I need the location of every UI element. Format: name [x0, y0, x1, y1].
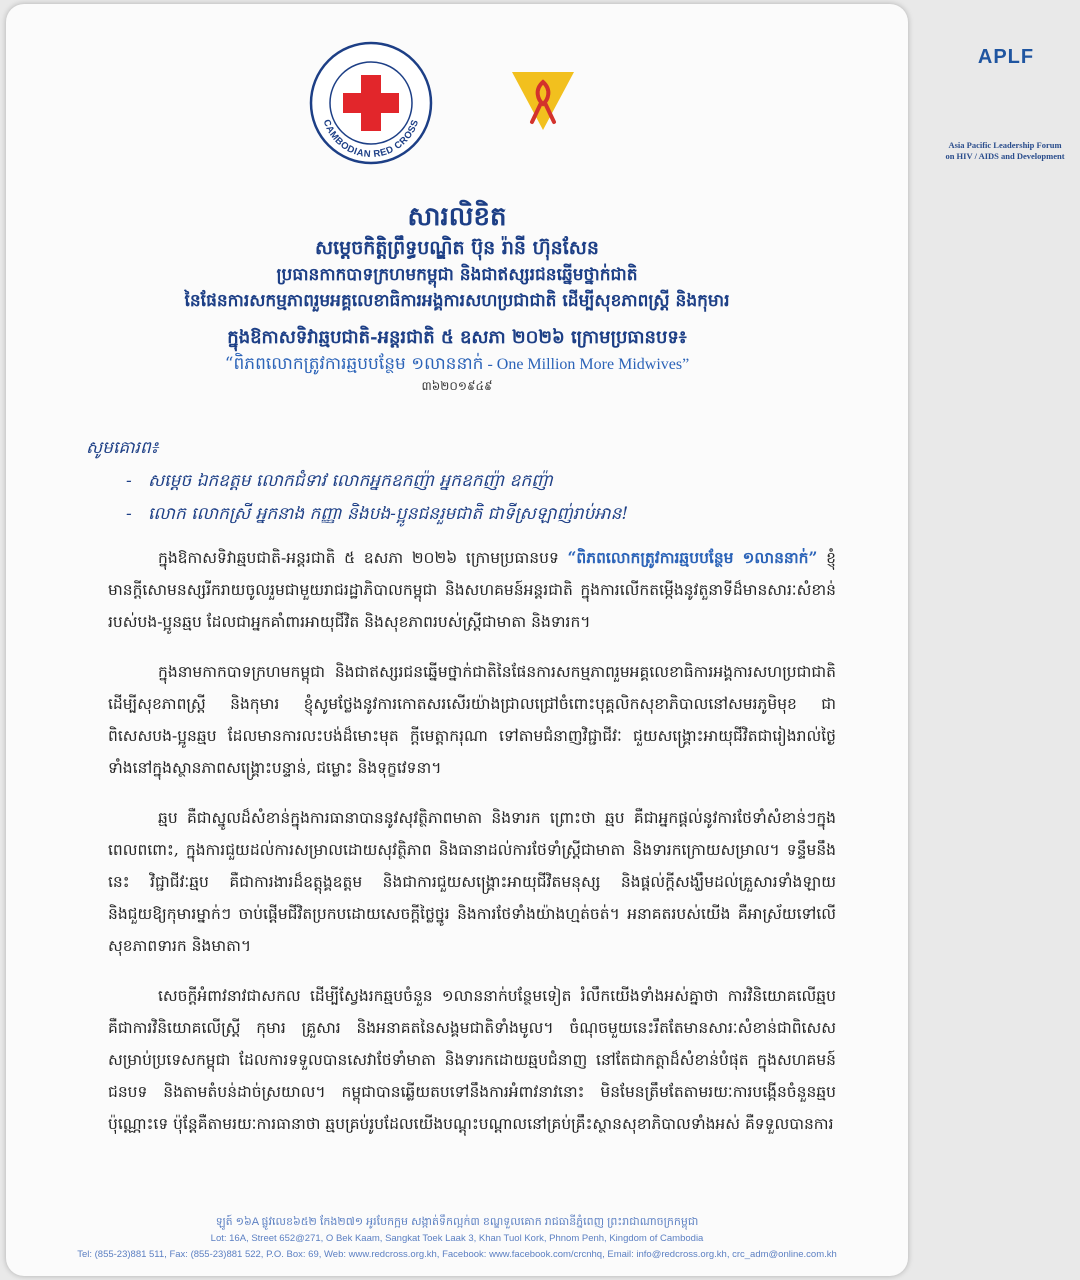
paragraph-3: ឆ្មប គឺជាស្នូលដ៏សំខាន់ក្នុងការធានាបាននូវសុវត្ថិភាពមាតា និងទារក ព្រោះថា ឆ្មប គឺជាអ្នកផ្តល់នូវការថែទាំសំខាន់ៗក្នុងពេលពពោះ, ក្នុងការជួយដល់ការសម្រាលដោយសុវត្ថិភាព និងធានាដល់ការថែទាំស្ត្រីជាមាតា និងទារកក្រោយសម្រាល។ ទន្ទឹមនឹងនេះ វិជ្ជាជីវៈឆ្មប គឺជាការងារដ៏ឧត្តុង្គឧត្តម និងជាការជួយសង្គ្រោះអាយុជីវិតមនុស្ស និងផ្តល់ក្តីសង្ឃឹមដល់គ្រួសារទាំងឡាយ និងជួយឱ្យកុមារម្នាក់ៗ ចាប់ផ្តើមជីវិតប្រកបដោយសេចក្តីថ្លៃថ្នូរ និងការថែទាំងយ៉ាងហ្មត់ចត់។ អនាគតរបស់យើង គឺអាស្រ័យទៅលើសុខភាពទារក និងមាតា។	[108, 809, 836, 955]
author-role-2: នៃផែនការសកម្មភាពរួមអគ្គលេខាធិការអង្គការសហប្រជាជាតិ ដើម្បីសុខភាពស្ត្រី និងកុមារ	[184, 291, 730, 311]
author-name: សម្តេចកិត្តិព្រឹទ្ធបណ្ឌិត ប៊ុន រ៉ានី ហ៊ុនសែន	[315, 237, 599, 259]
footer-address-english: Lot: 16A, Street 652@271, O Bek Kaam, Sangkat Toek Laak 3, Khan Tuol Kork, Phnom Penh, Kingdom of Cambodia	[210, 1233, 704, 1244]
greeting-item: - លោក លោកស្រី អ្នកនាង កញ្ញា និងបង-ប្អូនជនរួមជាតិ ជាទីស្រឡាញ់រាប់អាន!	[126, 498, 808, 531]
paragraph-2: ក្នុងនាមកាកបាទក្រហមកម្ពុជា និងជាឥស្សរជនឆ្នើមថ្នាក់ជាតិនៃផែនការសកម្មភាពរួមអគ្គលេខាធិការអង្គការសហប្រជាជាតិដើម្បីសុខភាពស្ត្រី និងកុមារ ខ្ញុំសូមថ្លែងនូវការកោតសរសើរយ៉ាងជ្រាលជ្រៅចំពោះបុគ្គលិកសុខាភិបាលនៅសមរភូមិមុខ ជាពិសេសបង-ប្អូនឆ្មប ដែលមានការលះបង់ដ៏មោះមុត ក្តីមេត្តាករុណា ទៅតាមជំនាញវិជ្ជាជីវៈ ជួយសង្គ្រោះអាយុជីវិតជារៀងរាល់ថ្ងៃ ទាំងនៅក្នុងស្ថានភាពសង្គ្រោះបន្ទាន់, ជម្លោះ និងទុក្ខវេទនា។	[108, 663, 836, 777]
letter-title: សារលិខិត	[407, 202, 507, 232]
footer-address-khmer: ឡូត៍ ១៦A ផ្លូវលេខ៦៥២ កែង២៧១ អូរបែកក្អម សង្កាត់ទឹកល្អក់៣ ខណ្ឌទួលគោក រាជធានីភ្នំពេញ ព្រះរាជាណាចក្រកម្ពុជា	[215, 1216, 699, 1228]
greeting-section	[86, 432, 808, 531]
aplf-ribbon-icon	[510, 70, 576, 134]
cambodian-red-cross-logo	[306, 38, 436, 168]
footer	[6, 1214, 908, 1262]
svg-text:CAMBODIAN RED CROSS: CAMBODIAN RED CROSS	[320, 118, 422, 161]
aplf-subtitle-line-1: Asia Pacific Leadership Forum	[948, 140, 1062, 150]
aplf-subtitle	[930, 140, 1080, 162]
salutation: សូមគោរព៖	[86, 438, 159, 458]
paragraph-1-rest: ខ្ញុំមានក្តីសោមនស្សរីករាយចូលរួមជាមួយរាជរដ្ឋាភិបាលកម្ពុជា និងសហគមន៍អន្តរជាតិ ក្នុងការលើកតម្កើងនូវតួនាទីដ៏មានសារៈសំខាន់របស់បង-ប្អូនឆ្មប ដែលជាអ្នកគាំពារអាយុជីវិត និងសុខភាពរបស់ស្ត្រីជាមាតា និងទារក។	[108, 549, 836, 631]
paragraph-1-intro: ក្នុងឱកាសទិវាឆ្មបជាតិ-អន្តរជាតិ ៥ ឧសភា ២០២៦ ក្រោមប្រធានបទ	[158, 549, 568, 567]
theme-english: - One Million More Midwives”	[483, 356, 690, 373]
theme-line	[6, 352, 908, 377]
paragraph-1-theme: “ពិភពលោកត្រូវការឆ្មបបន្ថែម ១លាននាក់”	[567, 548, 818, 567]
reference-number: ៣៦២០១៩៤៩	[421, 379, 493, 393]
theme-khmer: “ពិភពលោកត្រូវការឆ្មបបន្ថែម ១លាននាក់	[224, 354, 484, 374]
occasion-line: ក្នុងឱកាសទិវាឆ្មបជាតិ-អន្តរជាតិ ៥ ឧសភា ២០២៦ ក្រោមប្រធានបទ៖	[227, 327, 687, 348]
letter-page	[6, 4, 1065, 1276]
greeting-list	[108, 465, 808, 531]
author-role-1: ប្រធានកាកបាទក្រហមកម្ពុជា និងជាឥស្សរជនឆ្នើមថ្នាក់ជាតិ	[276, 265, 638, 285]
paragraph-4: សេចក្តីអំពាវនាវជាសកល ដើម្បីស្វែងរកឆ្មបចំនួន ១លាននាក់បន្ថែមទៀត រំលឹកយើងទាំងអស់គ្នាថា ការវិនិយោគលើឆ្មប គឺជាការវិនិយោគលើស្ត្រី កុមារ គ្រួសារ និងអនាគតនៃសង្គមជាតិទាំងមូល។ ចំណុចមួយនេះរឹតតែមានសារៈសំខាន់ជាពិសេសសម្រាប់ប្រទេសកម្ពុជា ដែលការទទួលបានសេវាថែទាំមាតា និងទារកដោយឆ្មបជំនាញ នៅតែជាកត្តាដ៏សំខាន់បំផុត ក្នុងសហគមន៍ជនបទ និងតាមតំបន់ដាច់ស្រយាល។ កម្ពុជាបានឆ្លើយតបទៅនឹងការអំពាវនាវនោះ មិនមែនត្រឹមតែតាមរយៈការបង្កើនចំនួនឆ្មបប៉ុណ្ណោះទេ ប៉ុន្តែគឺតាមរយៈការធានាថា ឆ្មបគ្រប់រូបដែលយើងបណ្តុះបណ្តាលនៅគ្រប់គ្រឹះស្ថានសុខាភិបាលទាំងអស់ គឺទទួលបានការ	[108, 987, 836, 1133]
greeting-item: - សម្តេច ឯកឧត្តម លោកជំទាវ លោកអ្នកឧកញ៉ា អ្នកឧកញ៉ា ឧកញ៉ា	[126, 465, 808, 498]
title-block	[6, 200, 908, 395]
paragraph-1	[108, 542, 836, 638]
aplf-subtitle-line-2: on HIV / AIDS and Development	[945, 151, 1065, 161]
letter-body	[108, 542, 836, 1158]
aplf-logo	[468, 44, 1065, 169]
footer-contact: Tel: (855-23)881 511, Fax: (855-23)881 522, P.O. Box: 69, Web: www.redcross.org.kh, Facebook: www.facebook.com/crcnhq, Email: info@redcross.org.kh, crc_adm@online.com.kh	[77, 1249, 837, 1260]
aplf-title: APLF	[977, 46, 1035, 68]
